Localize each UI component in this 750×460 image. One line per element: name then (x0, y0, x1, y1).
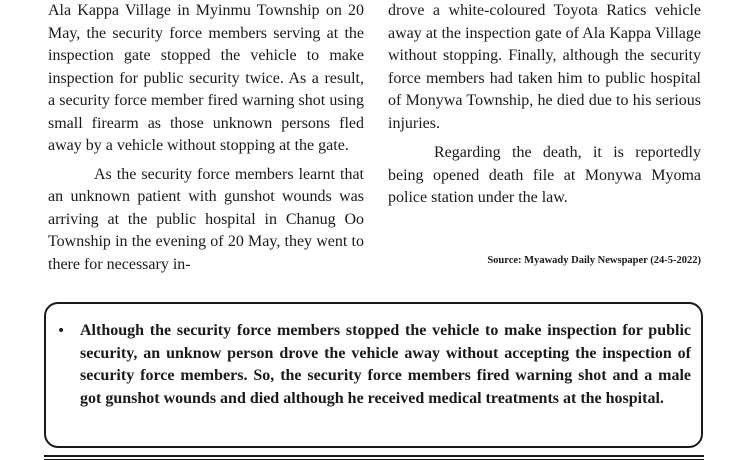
summary-text: Although the security force members stopped the vehicle to make inspection for public security, an unknow person drove the vehicle away without accepting the inspection of security force members. So, the security force members fired warning shot and a male got gunshot wounds and died although he received medical treatments at the hospital. (80, 322, 691, 407)
source-citation: Source: Myawady Daily Newspaper (24-5-2022) (487, 255, 701, 266)
left-paragraph-2: As the security force members learnt that an unknown patient with gunshot wounds was arriving at the public hospital in Chanug Oo Township in the evening of 20 May, they went to there for necessary in- (48, 165, 364, 273)
summary-box (44, 302, 703, 448)
right-paragraph-2: Regarding the death, it is reportedly being opened death file at Monywa Myoma police station under the law. (388, 144, 701, 206)
left-paragraph-1: Ala Kappa Village in Myinmu Township on 20 May, the security force members serving at the inspection gate stopped the vehicle to make inspection for public security twice. As a result, a security force member fired warning shot using small firearm as those unknown persons fled away by a vehicle without stopping at the gate. (48, 2, 364, 154)
right-paragraph-1: drove a white-coloured Toyota Ratics vehicle away at the inspection gate of Ala Kappa Village without stopping. Finally, although the security force members had taken him to public hospital of Monywa Township, he died due to his serious injuries. (388, 2, 701, 132)
right-column (388, 0, 701, 210)
left-column (48, 0, 364, 276)
bottom-rule (44, 455, 704, 457)
bullet-icon: • (57, 323, 66, 339)
